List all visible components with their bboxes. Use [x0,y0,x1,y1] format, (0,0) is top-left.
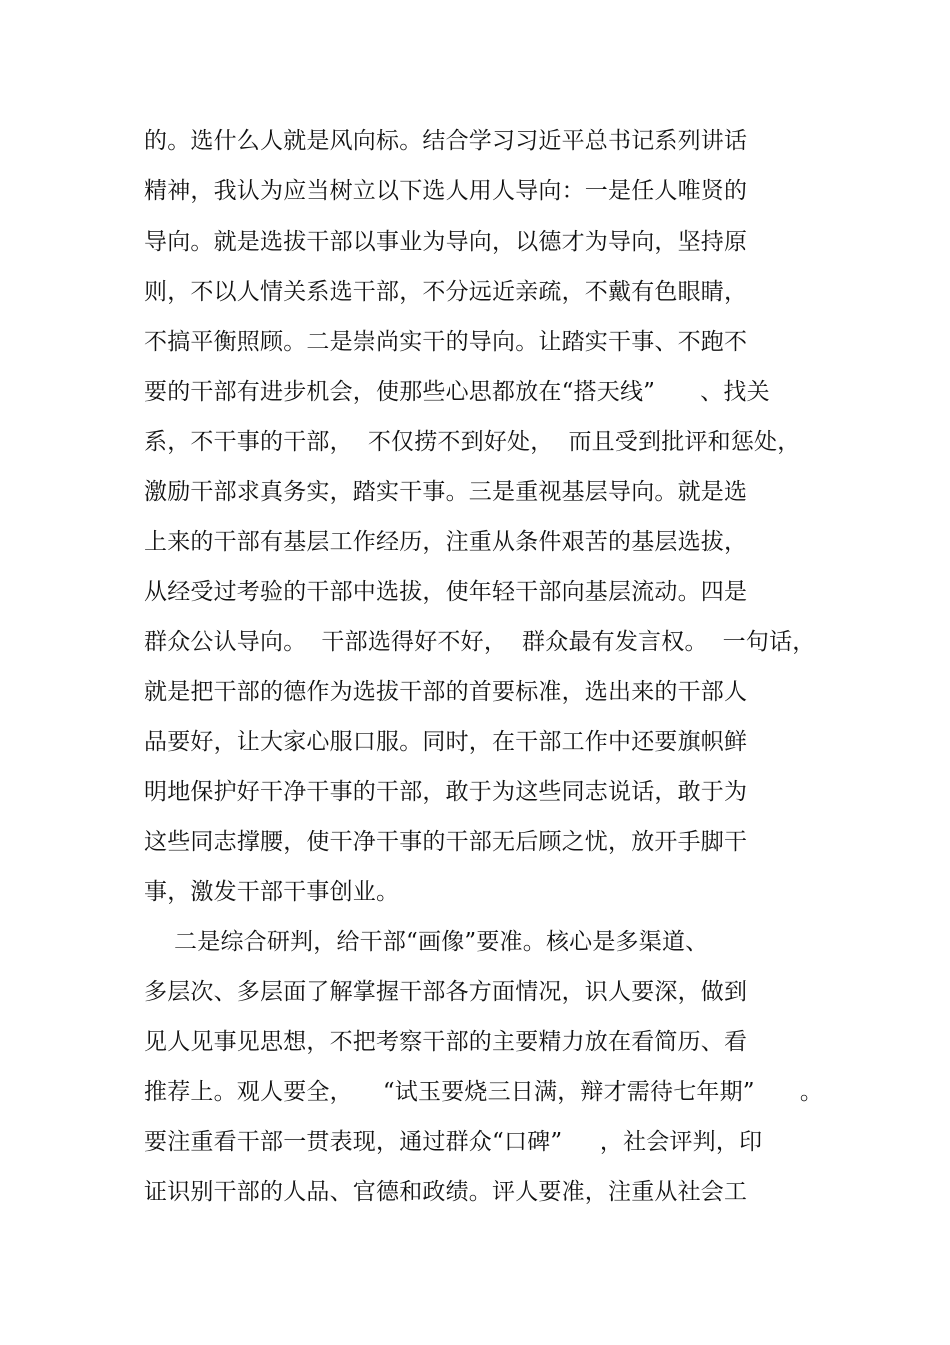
text-line: 要的干部有进步机会，使那些心思都放在“搭天线” 、找关 [144,379,770,405]
text-line: 激励干部求真务实，踏实干事。三是重视基层导向。就是选 [144,479,748,505]
text-line: 导向。就是选拔干部以事业为导向，以德才为导向，坚持原 [144,229,748,255]
text-line: 品要好，让大家心服口服。同时，在干部工作中还要旗帜鲜 [144,729,748,755]
text-line: 精神，我认为应当树立以下选人用人导向：一是任人唯贤的 [144,178,748,204]
text-line: 系，不干事的干部， 不仅捞不到好处， 而且受到批评和惩处， [144,429,801,455]
text-line: 从经受过考验的干部中选拔，使年轻干部向基层流动。四是 [144,579,748,605]
text-line: 见人见事见思想，不把考察干部的主要精力放在看简历、看 [144,1029,748,1055]
text-line: 事，激发干部干事创业。 [144,879,400,905]
text-line: 推荐上。观人要全， “试玉要烧三日满，辩才需待七年期” 。 [144,1079,824,1105]
text-line: 上来的干部有基层工作经历，注重从条件艰苦的基层选拔， [144,529,748,555]
text-line: 这些同志撑腰，使干净干事的干部无后顾之忧，放开手脚干 [144,829,748,855]
text-line: 要注重看干部一贯表现，通过群众“口碑” ，社会评判，印 [144,1129,763,1155]
text-line: 群众公认导向。 干部选得好不好， 群众最有发言权。 一句话， [144,629,816,655]
text-line: 的。选什么人就是风向标。结合学习习近平总书记系列讲话 [144,128,748,154]
text-line: 则，不以人情关系选干部，不分远近亲疏，不戴有色眼睛， [144,279,748,305]
text-line: 不搞平衡照顾。二是崇尚实干的导向。让踏实干事、不跑不 [144,329,748,355]
text-line: 证识别干部的人品、官德和政绩。评人要准，注重从社会工 [144,1179,748,1205]
text-line: 二是综合研判，给干部“画像”要准。核心是多渠道、 [144,929,709,955]
text-line: 明地保护好干净干事的干部，敢于为这些同志说话，敢于为 [144,779,748,805]
text-line: 多层次、多层面了解掌握干部各方面情况，识人要深，做到 [144,979,748,1005]
text-line: 就是把干部的德作为选拔干部的首要标准，选出来的干部人 [144,679,748,705]
